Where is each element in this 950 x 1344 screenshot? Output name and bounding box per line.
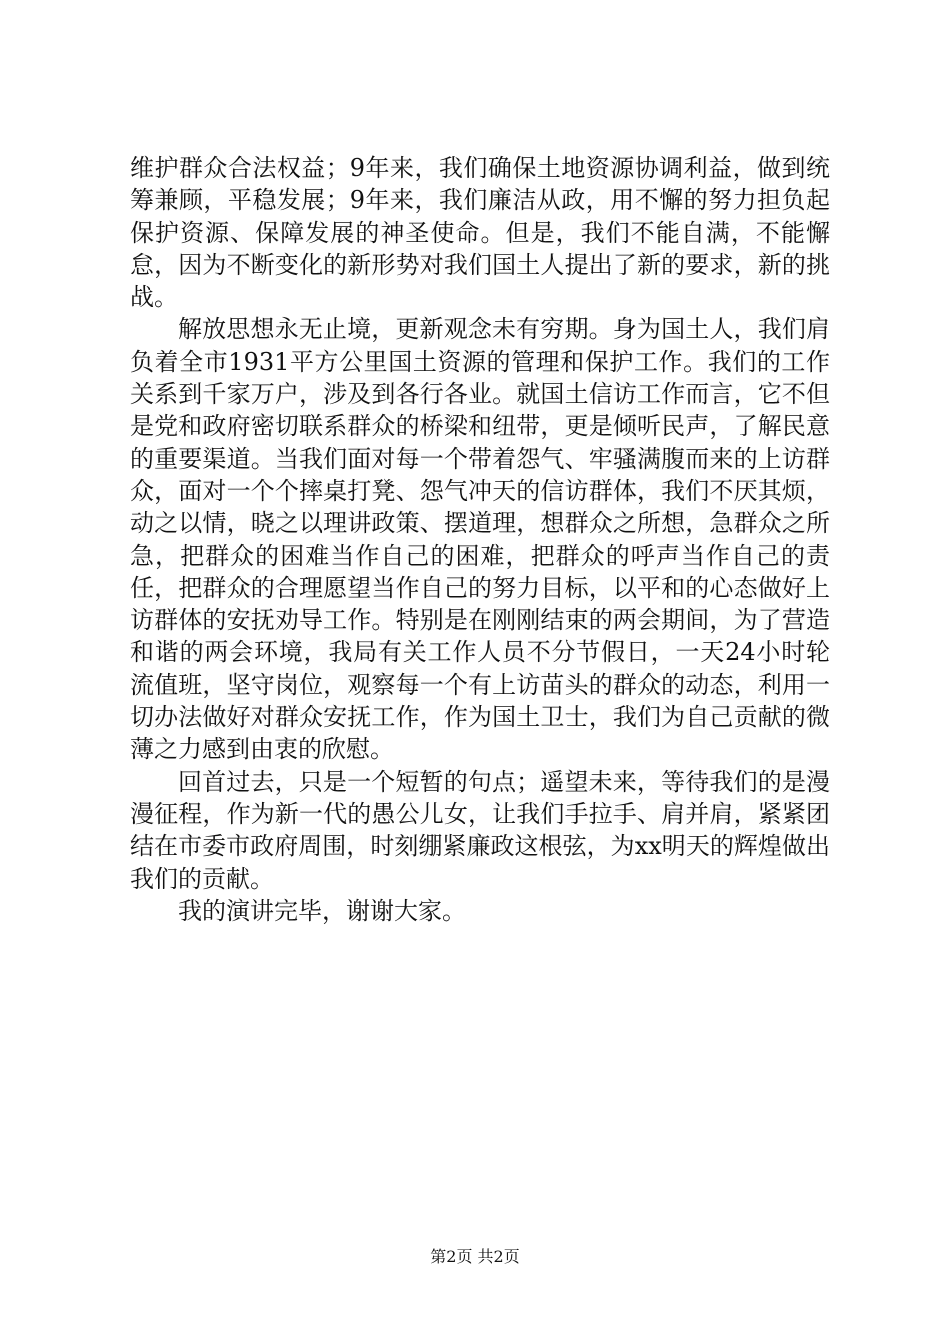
document-body bbox=[130, 152, 830, 927]
paragraph-continuation: 维护群众合法权益；9年来，我们确保土地资源协调利益，做到统筹兼顾，平稳发展；9年来，我们廉洁从政，用不懈的努力担负起保护资源、保障发展的神圣使命。但是，我们不能自满，不能懈怠，因为不断变化的新形势对我们国土人提出了新的要求，新的挑战。 bbox=[130, 154, 830, 312]
paragraph-looking-back: 回首过去，只是一个短暂的句点；遥望未来，等待我们的是漫漫征程，作为新一代的愚公儿女，让我们手拉手、肩并肩，紧紧团结在市委市政府周围，时刻绷紧廉政这根弦，为xx明天的辉煌做出我们的贡献。 bbox=[130, 767, 830, 893]
page-number-footer: 第2页 共2页 bbox=[430, 1247, 520, 1266]
paragraph-land-work: 解放思想永无止境，更新观念未有穷期。身为国土人，我们肩负着全市1931平方公里国土资源的管理和保护工作。我们的工作关系到千家万户，涉及到各行各业。就国土信访工作而言，它不但是党和政府密切联系群众的桥梁和纽带，更是倾听民声，了解民意的重要渠道。当我们面对每一个带着怨气、牢骚满腹而来的上访群众，面对一个个摔桌打凳、怨气冲天的信访群体，我们不厌其烦，动之以情，晓之以理讲政策、摆道理，想群众之所想，急群众之所急，把群众的困难当作自己的困难，把群众的呼声当作自己的责任，把群众的合理愿望当作自己的努力目标，以平和的心态做好上访群体的安抚劝导工作。特别是在刚刚结束的两会期间，为了营造和谐的两会环境，我局有关工作人员不分节假日，一天24小时轮流值班，坚守岗位，观察每一个有上访苗头的群众的动态，利用一切办法做好对群众安抚工作，作为国土卫士，我们为自己贡献的微薄之力感到由衷的欣慰。 bbox=[130, 315, 830, 764]
paragraph-closing: 我的演讲完毕，谢谢大家。 bbox=[178, 896, 466, 925]
